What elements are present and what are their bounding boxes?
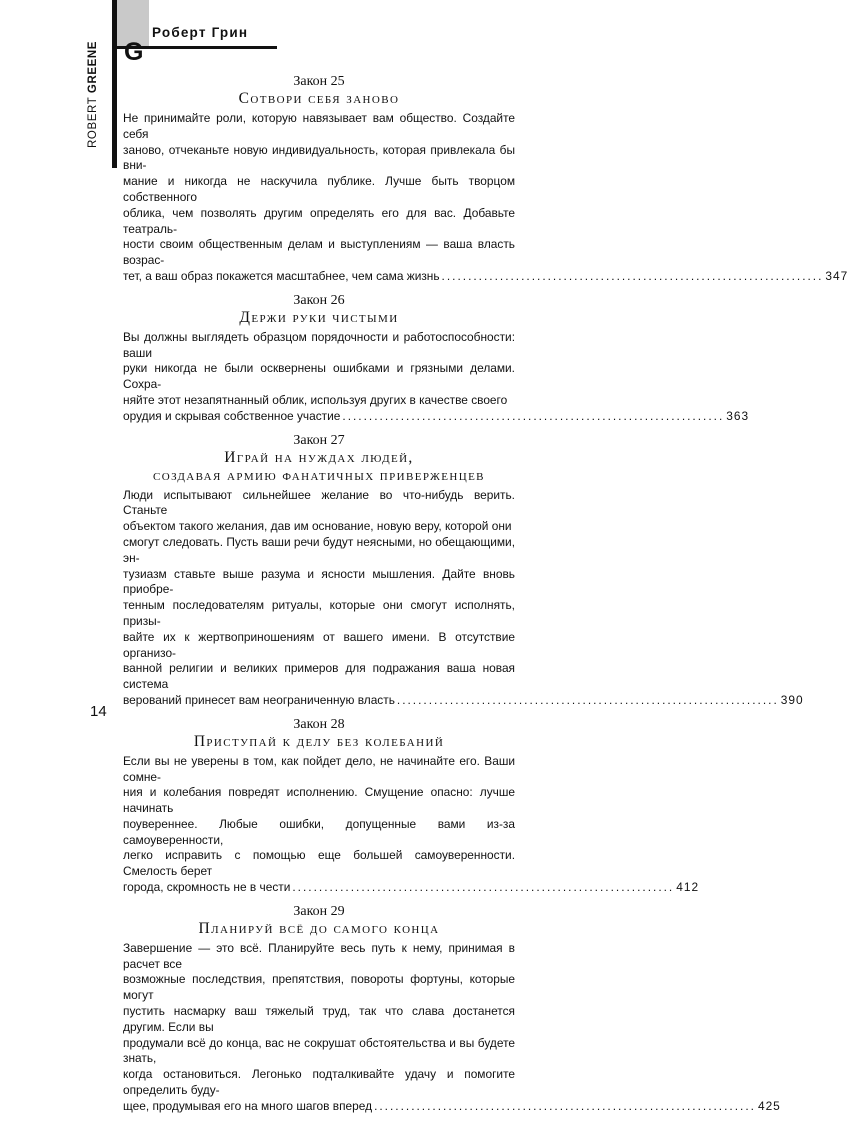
page-reference: 363 [726, 408, 750, 423]
summary-line: ванной религии и великих примеров для подражания ваша новая система [123, 661, 515, 692]
summary-line: заново, отчеканьте новую индивидуальность, которая привлекала бы вни- [123, 142, 515, 173]
summary-line: города, скромность не в чести [123, 880, 291, 895]
summary-line: объектом такого желания, дав им основание, новую веру, которой они [123, 519, 512, 534]
law-entry [123, 716, 700, 896]
summary-line: тет, а ваш образ покажется масштабнее, чем сама жизнь [123, 268, 440, 283]
leader-dots: ........................................................................ [342, 408, 725, 423]
leader-dots: ........................................................................ [441, 268, 824, 283]
summary-line: тузиазм ставьте выше разума и ясности мышления. Дайте вновь приобре- [123, 566, 515, 597]
summary-line: ния и колебания повредят исполнению. Смущение опасно: лучше начинать [123, 785, 515, 816]
law-number: Закон 26 [293, 292, 345, 308]
law-entry [123, 292, 750, 425]
summary-last-line [123, 692, 804, 709]
author-first: ROBERT [87, 93, 99, 148]
summary-line: орудия и скрывая собственное участие [123, 408, 341, 423]
summary-line: легко исправить с помощью еще большей самоуверенности. Смелость берет [123, 848, 515, 879]
law-summary [123, 487, 804, 709]
summary-line: Вы должны выглядеть образцом порядочности и работоспособности: ваши [123, 329, 515, 360]
summary-line: Люди испытывают сильнейшее желание во что-нибудь верить. Станьте [123, 487, 515, 518]
leader-dots: ........................................................................ [292, 880, 675, 895]
law-summary [123, 111, 848, 285]
summary-line: Завершение — это всё. Планируйте весь путь к нему, принимая в расчет все [123, 940, 515, 971]
author-last: GREENE [87, 40, 99, 94]
summary-line: продумали всё до конца, вас не сокрушат обстоятельства и вы будете знать, [123, 1035, 515, 1066]
law-title: Планируй всё до самого конца [198, 919, 440, 937]
law-summary [123, 329, 750, 425]
summary-line: смогут следовать. Пусть ваши речи будут неясными, но обещающими, эн- [123, 534, 515, 565]
summary-line: тенным последователям ритуалы, которые они смогут исполнять, призы- [123, 598, 515, 628]
page-reference: 390 [780, 692, 804, 707]
law-title: Играй на нуждах людей, [224, 448, 414, 466]
leader-dots: ........................................................................ [374, 1098, 756, 1113]
summary-last-line [123, 880, 700, 896]
summary-line: когда остановиться. Легонько подталкивайте удачу и помогите определить буду- [123, 1067, 515, 1098]
summary-last-line [123, 408, 750, 425]
summary-line: ности своим общественным делам и выступлениям — ваша власть возрас- [123, 237, 515, 268]
law-summary [123, 753, 700, 896]
summary-line: щее, продумывая его на много шагов вперед [123, 1098, 373, 1113]
law-entry [123, 73, 848, 285]
summary-line: мание и никогда не наскучила публике. Лучше быть творцом собственного [123, 174, 515, 204]
law-number: Закон 29 [293, 903, 345, 919]
law-number: Закон 25 [293, 74, 345, 89]
summary-line: вайте их к жертвоприношениям от вашего имени. В отсутствие организо- [123, 629, 515, 660]
law-number: Закон 27 [293, 432, 345, 448]
law-entry [123, 432, 804, 709]
page-number: 14 [90, 703, 107, 720]
law-list [123, 73, 848, 1122]
summary-line: пустить насмарку ваш тяжелый труд, так что слава достанется другим. Если вы [123, 1004, 515, 1034]
law-number: Закон 28 [293, 716, 345, 732]
law-subtitle: создавая армию фанатичных приверженцев [153, 466, 485, 484]
summary-line: возможные последствия, препятствия, повороты фортуны, которые могут [123, 972, 515, 1003]
page-reference: 425 [757, 1098, 781, 1113]
summary-line: няйте этот незапятнанный облик, используя других в качестве своего [123, 392, 508, 407]
summary-last-line [123, 268, 848, 285]
law-title: Держи руки чистыми [239, 308, 399, 326]
summary-line: облика, чем позволять другим определять его для вас. Добавьте театраль- [123, 205, 515, 236]
page-reference: 412 [676, 880, 700, 895]
summary-line: верований принесет вам неограниченную власть [123, 692, 395, 707]
page-reference: 347 [825, 268, 848, 283]
summary-line: поувереннее. Любые ошибки, допущенные вами из-за самоуверенности, [123, 816, 515, 847]
running-title: Роберт Грин [152, 25, 249, 40]
law-entry [123, 903, 781, 1115]
law-title: Приступай к делу без колебаний [193, 732, 445, 750]
summary-line: Если вы не уверены в том, как пойдет дело, не начинайте его. Ваши сомне- [123, 753, 515, 784]
vertical-author-name [85, 18, 101, 148]
law-summary [123, 940, 781, 1115]
law-title: Сотвори себя заново [238, 90, 400, 107]
summary-last-line [123, 1098, 781, 1115]
g-logo: G [124, 38, 144, 66]
summary-line: Не принимайте роли, которую навязывает вам общество. Создайте себя [123, 111, 515, 141]
summary-line: руки никогда не были осквернены ошибками и грязными делами. Сохра- [123, 361, 515, 392]
leader-dots: ........................................................................ [396, 692, 779, 707]
